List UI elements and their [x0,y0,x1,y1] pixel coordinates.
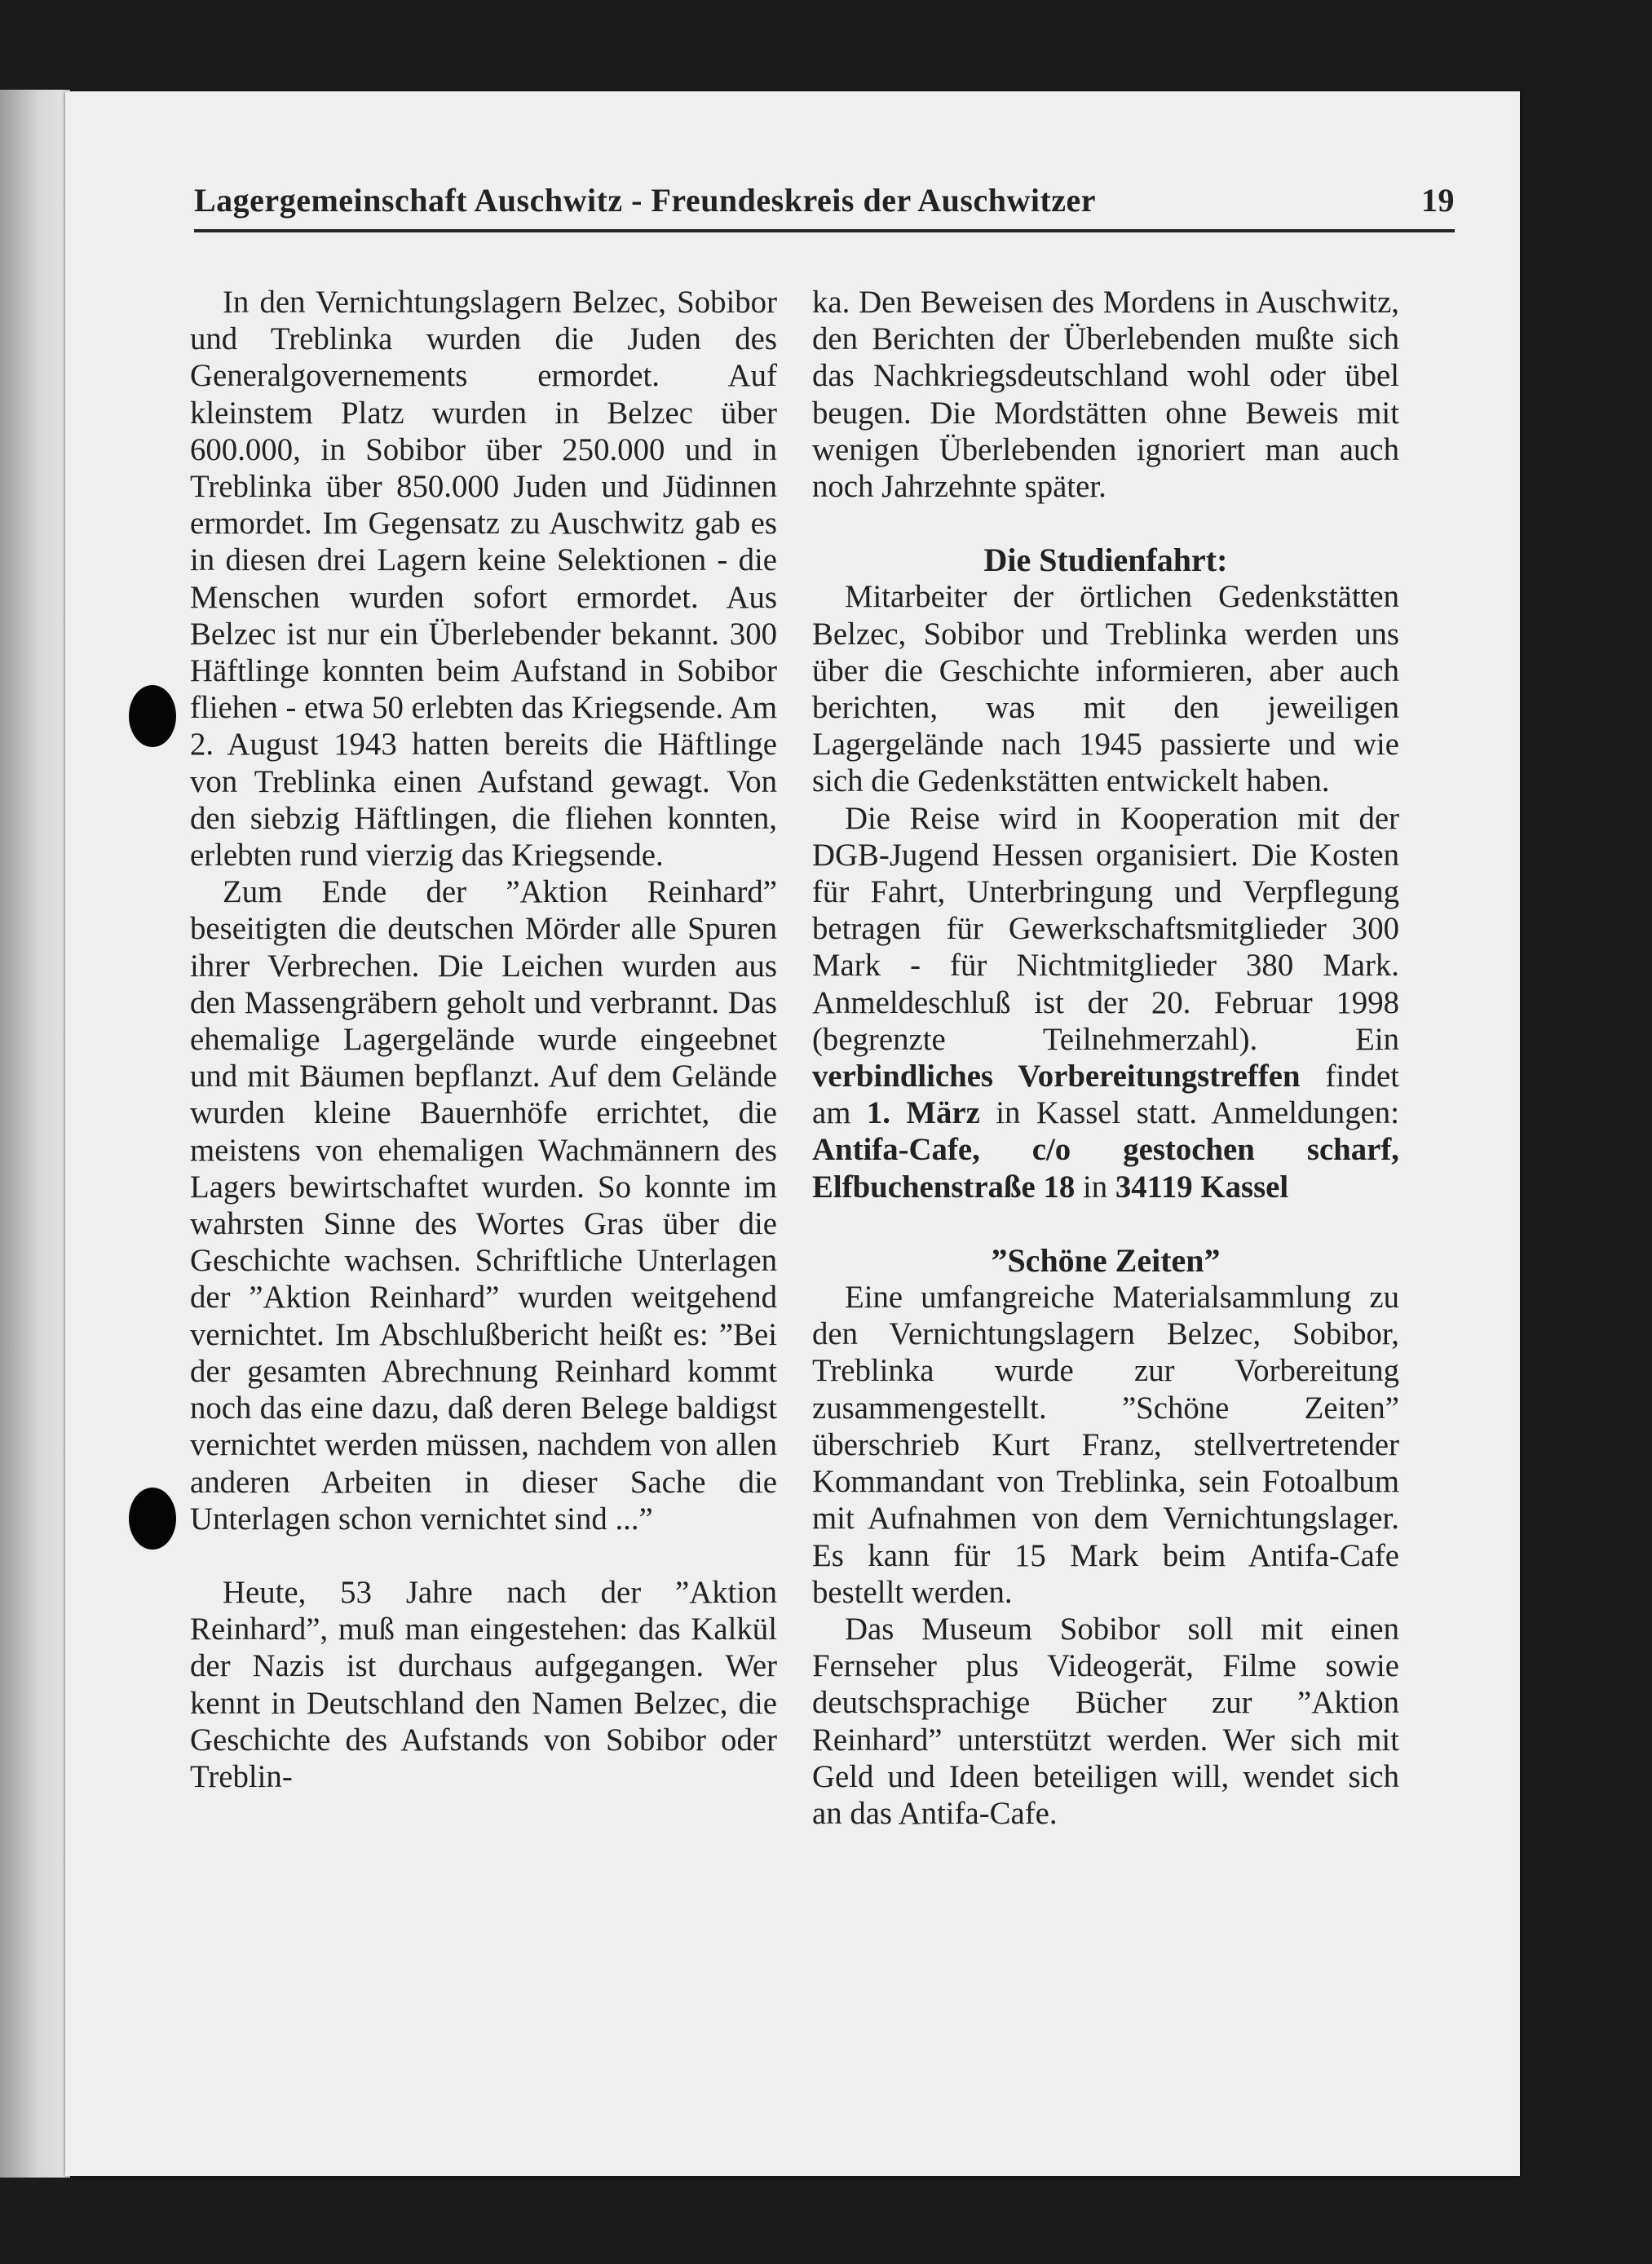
page-number: 19 [1421,182,1455,219]
right-paragraph-0: ka. Den Beweisen des Mordens in Auschwitz, den Berichten der Überlebenden mußte sich das Nachkriegsdeutschland wohl oder übel beugen. Die Mordstätten ohne Beweis mit wenigen Überlebenden ignoriert man auch noch Jahrzehnte später. [812,285,1399,505]
running-header [194,181,1455,232]
punch-hole-bottom [129,1488,176,1550]
right-paragraph-4: Das Museum Sobibor soll mit einen Fernseher plus Videogerät, Filme sowie deutschsprachige Bücher zur ”Aktion Reinhard” unterstützt werden. Wer sich mit Geld und Ideen beteiligen will, wendet sich an das Antifa-Cafe. [812,1611,1399,1831]
left-paragraph-3: Heute, 53 Jahre nach der ”Aktion Reinhard”, muß man eingestehen: das Kalkül der Nazis ist durchaus aufgegangen. Wer kennt in Deutschland den Namen Belzec, die Geschichte des Aufstands von Sobibor oder Treblin- [190,1574,777,1794]
section-heading-schoene-zeiten: ”Schöne Zeiten” [991,1241,1221,1279]
previous-page-edge [0,90,70,2178]
right-paragraph-1: Mitarbeiter der örtlichen Gedenkstätten Belzec, Sobibor und Treblinka werden uns über die Geschichte informieren, aber auch berichten, was mit den jeweiligen Lagergelände nach 1945 passierte und wie sich die Gedenkstätten entwickelt haben. [812,579,1399,799]
text-run: Die Reise wird in Kooperation mit der DGB-Jugend Hessen organisiert. Die Kosten für Fahrt, Unterbringung und Verpflegung betragen für Gewerkschaftsmitglieder 300 Mark - für Nichtmitglieder 380 Mark. Anmeldeschluß ist der 20. Februar 1998 (begrenzte Teilnehmerzahl). Ein [812,800,1399,1057]
text-run: in Kassel statt. Anmeldungen: [979,1095,1399,1131]
section-heading-studienfahrt: Die Studienfahrt: [983,542,1228,579]
right-paragraph-3: Eine umfangreiche Materialsammlung zu den Vernichtungslagern Belzec, Sobibor, Treblinka wurde zur Vorbereitung zusammengestellt. ”Schöne Zeiten” überschrieb Kurt Franz, stellvertretender Kommandant von Treblinka, sein Fotoalbum mit Aufnahmen von dem Vernichtungslager. Es kann für 15 Mark beim Antifa-Cafe bestellt werden. [812,1280,1399,1610]
left-column [190,284,777,1795]
text-run: findet am [812,1059,1399,1131]
text-run: in [1075,1169,1115,1205]
left-paragraph-2: Zum Ende der ”Aktion Reinhard” beseitigten die deutschen Mörder alle Spuren ihrer Verbrechen. Die Leichen wurden aus den Massengräbern geholt und verbrannt. Das ehemalige Lagergelände wurde eingeebnet und mit Bäumen bepflanzt. Auf dem Gelände wurden kleine Bauernhöfe errichtet, die meistens von ehemaligen Wachmännern des Lagers bewirtschaftet wurden. So konnte im wahrsten Sinne des Wortes Gras über die Geschichte wachsen. Schriftliche Unterlagen der ”Aktion Reinhard” wurden weitgehend vernichtet. Im Abschlußbericht heißt es: ”Bei der gesamten Abrechnung Reinhard kommt noch das eine dazu, daß deren Belege baldigst vernichtet werden müssen, nachdem von allen anderen Arbeiten in dieser Sache die Unterlagen schon vernichtet sind ...” [190,874,777,1537]
bold-run-meeting: verbindliches Vorbereitungstreffen [812,1059,1301,1094]
document-page [65,91,1520,2176]
punch-hole-top [129,685,176,747]
bold-run-address: Antifa-Cafe, c/o gestochen scharf, Elfbuchenstraße 18 [812,1132,1399,1205]
right-paragraph-2 [812,800,1399,1205]
left-paragraph-1: In den Vernichtungslagern Belzec, Sobibor und Treblinka wurden die Juden des Generalgovernements ermordet. Auf kleinstem Platz wurden in Belzec über 600.000, in Sobibor über 250.000 und in Treblinka über 850.000 Juden und Jüdinnen ermordet. Im Gegensatz zu Auschwitz gab es in diesen drei Lagern keine Selektionen - die Menschen wurden sofort ermordet. Aus Belzec ist nur ein Überlebender bekannt. 300 Häftlinge konnten beim Aufstand in Sobibor fliehen - etwa 50 erlebten das Kriegsende. Am 2. August 1943 hatten bereits die Häftlinge von Treblinka einen Aufstand gewagt. Von den siebzig Häftlingen, die fliehen konnten, erlebten rund vierzig das Kriegsende. [190,285,777,873]
bold-run-date: 1. März [866,1095,980,1131]
header-title: Lagergemeinschaft Auschwitz - Freundeskreis der Auschwitzer [194,182,1097,219]
right-column [812,284,1399,1832]
bold-run-city: 34119 Kassel [1115,1169,1289,1205]
